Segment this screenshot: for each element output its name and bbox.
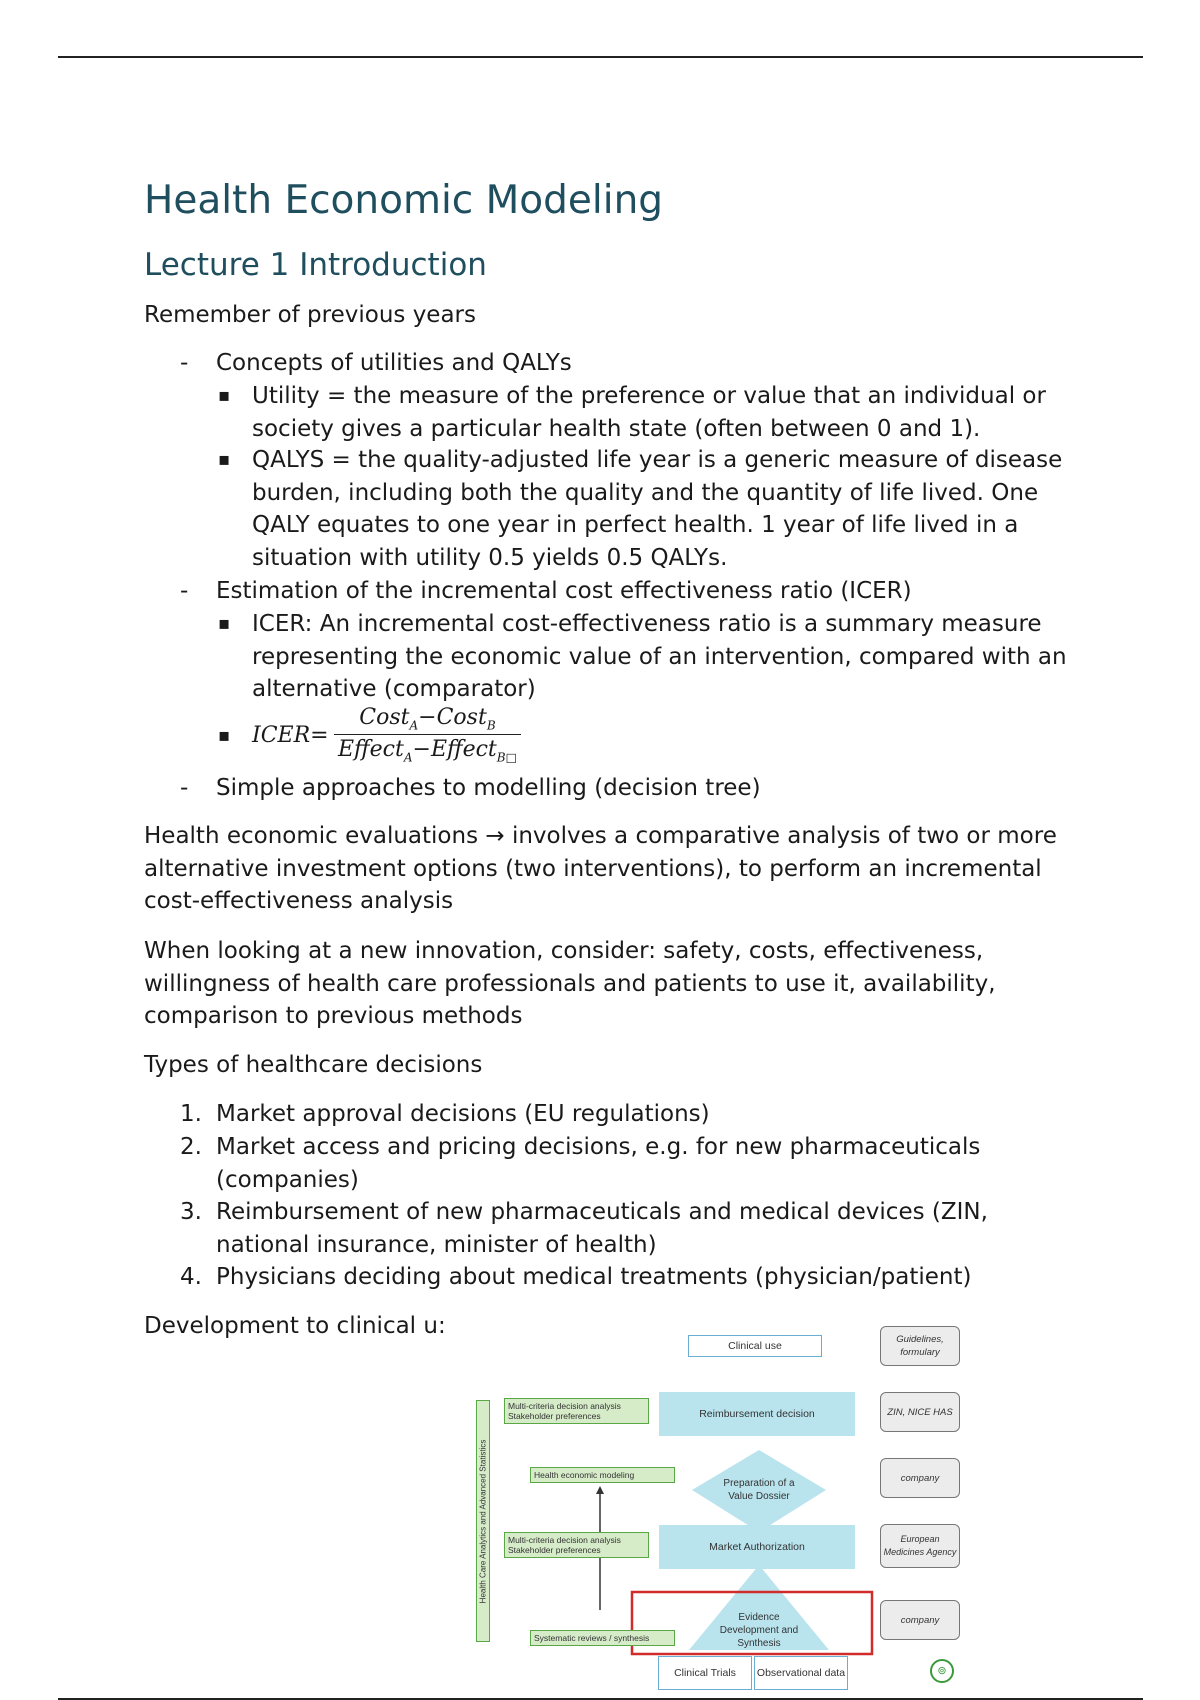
clinical-trials-box: Clinical Trials: [658, 1656, 752, 1690]
logo-glyph: ⊚: [937, 1664, 947, 1677]
formula-lhs: ICER=: [252, 723, 329, 748]
clinical-use-box: Clinical use: [688, 1335, 822, 1357]
list-number: 4.: [180, 1264, 202, 1290]
decision-item: Reimbursement of new pharmaceuticals and medical devices (ZIN, national insurance, minister of health): [216, 1199, 988, 1258]
side-bar: [476, 1400, 490, 1642]
company-box: company: [880, 1600, 960, 1640]
side-label: Health Care Analytics and Advanced Statistics: [478, 1439, 488, 1603]
recap-item: Concepts of utilities and QALYs: [216, 350, 572, 376]
market-authorization-box: Market Authorization: [659, 1525, 855, 1569]
dash-bullet: -: [180, 578, 189, 604]
square-bullet: ▪: [218, 385, 231, 406]
mcda-box: Multi-criteria decision analysis Stakeholder preferences: [504, 1398, 649, 1424]
development-label: Development to clinical u:: [144, 1313, 446, 1339]
sysrev-box: Systematic reviews / synthesis: [530, 1630, 675, 1646]
reimbursement-box: Reimbursement decision: [659, 1392, 855, 1436]
ema-box: European Medicines Agency: [880, 1524, 960, 1568]
header-rule: [58, 56, 1143, 58]
paragraph-decision-types: Types of healthcare decisions: [144, 1052, 483, 1078]
decision-item: Market access and pricing decisions, e.g. for new pharmaceuticals (companies): [216, 1134, 981, 1193]
square-bullet: ▪: [218, 613, 231, 634]
formula-denominator: Effect$_A$−Effect$_{B□}$: [338, 737, 517, 765]
value-dossier-label: Preparation of a Value Dossier: [723, 1478, 795, 1502]
recap-item: Estimation of the incremental cost effectiveness ratio (ICER): [216, 578, 912, 604]
evidence-label: Evidence Development and Synthesis: [719, 1611, 799, 1649]
recap-subitem: Utility = the measure of the preference or value that an individual or society gives a particular health state (often between 0 and 1).: [252, 383, 1046, 442]
square-bullet: ▪: [218, 449, 231, 470]
formula-numerator: Cost$_A$−Cost$_B$: [359, 705, 496, 733]
lecture-heading: Lecture 1 Introduction: [144, 247, 487, 283]
list-number: 1.: [180, 1101, 202, 1127]
decision-item: Physicians deciding about medical treatments (physician/patient): [216, 1264, 972, 1290]
dash-bullet: -: [180, 350, 189, 376]
mcda-box: Multi-criteria decision analysis Stakeholder preferences: [504, 1532, 649, 1558]
decision-item: Market approval decisions (EU regulations): [216, 1101, 710, 1127]
company-box: company: [880, 1458, 960, 1498]
hem-box: Health economic modeling: [530, 1467, 675, 1483]
intro-text: Remember of previous years: [144, 302, 476, 328]
paragraph-innovation: When looking at a new innovation, consider: safety, costs, effectiveness, willingness of health care professionals and patients to use it, availability, comparison to previous methods: [144, 938, 996, 1029]
recap-subitem: ICER: An incremental cost-effectiveness ratio is a summary measure representing the economic value of an intervention, compared with an alternative (comparator): [252, 611, 1067, 702]
list-number: 2.: [180, 1134, 202, 1160]
paragraph-evaluations: Health economic evaluations → involves a comparative analysis of two or more alternative investment options (two interventions), to perform an incremental cost-effectiveness analysis: [144, 823, 1057, 914]
list-number: 3.: [180, 1199, 202, 1225]
observational-data-box: Observational data: [754, 1656, 848, 1690]
formula-fraction: [334, 705, 521, 765]
clinical-use-diagram: [454, 1310, 974, 1700]
square-bullet: ▪: [218, 725, 231, 746]
dash-bullet: -: [180, 775, 189, 801]
guidelines-box: Guidelines, formulary: [880, 1326, 960, 1366]
recap-subitem: QALYS = the quality-adjusted life year is a generic measure of disease burden, including both the quality and the quantity of life lived. One QALY equates to one year in perfect health. 1 year of life lived in a situation with utility 0.5 yields 0.5 QALYs.: [252, 447, 1063, 571]
zin-box: ZIN, NICE HAS: [880, 1392, 960, 1432]
arrow-head: [596, 1486, 604, 1494]
fraction-bar: [334, 734, 521, 735]
recap-item: Simple approaches to modelling (decision tree): [216, 775, 761, 801]
document-title: Health Economic Modeling: [144, 178, 664, 223]
